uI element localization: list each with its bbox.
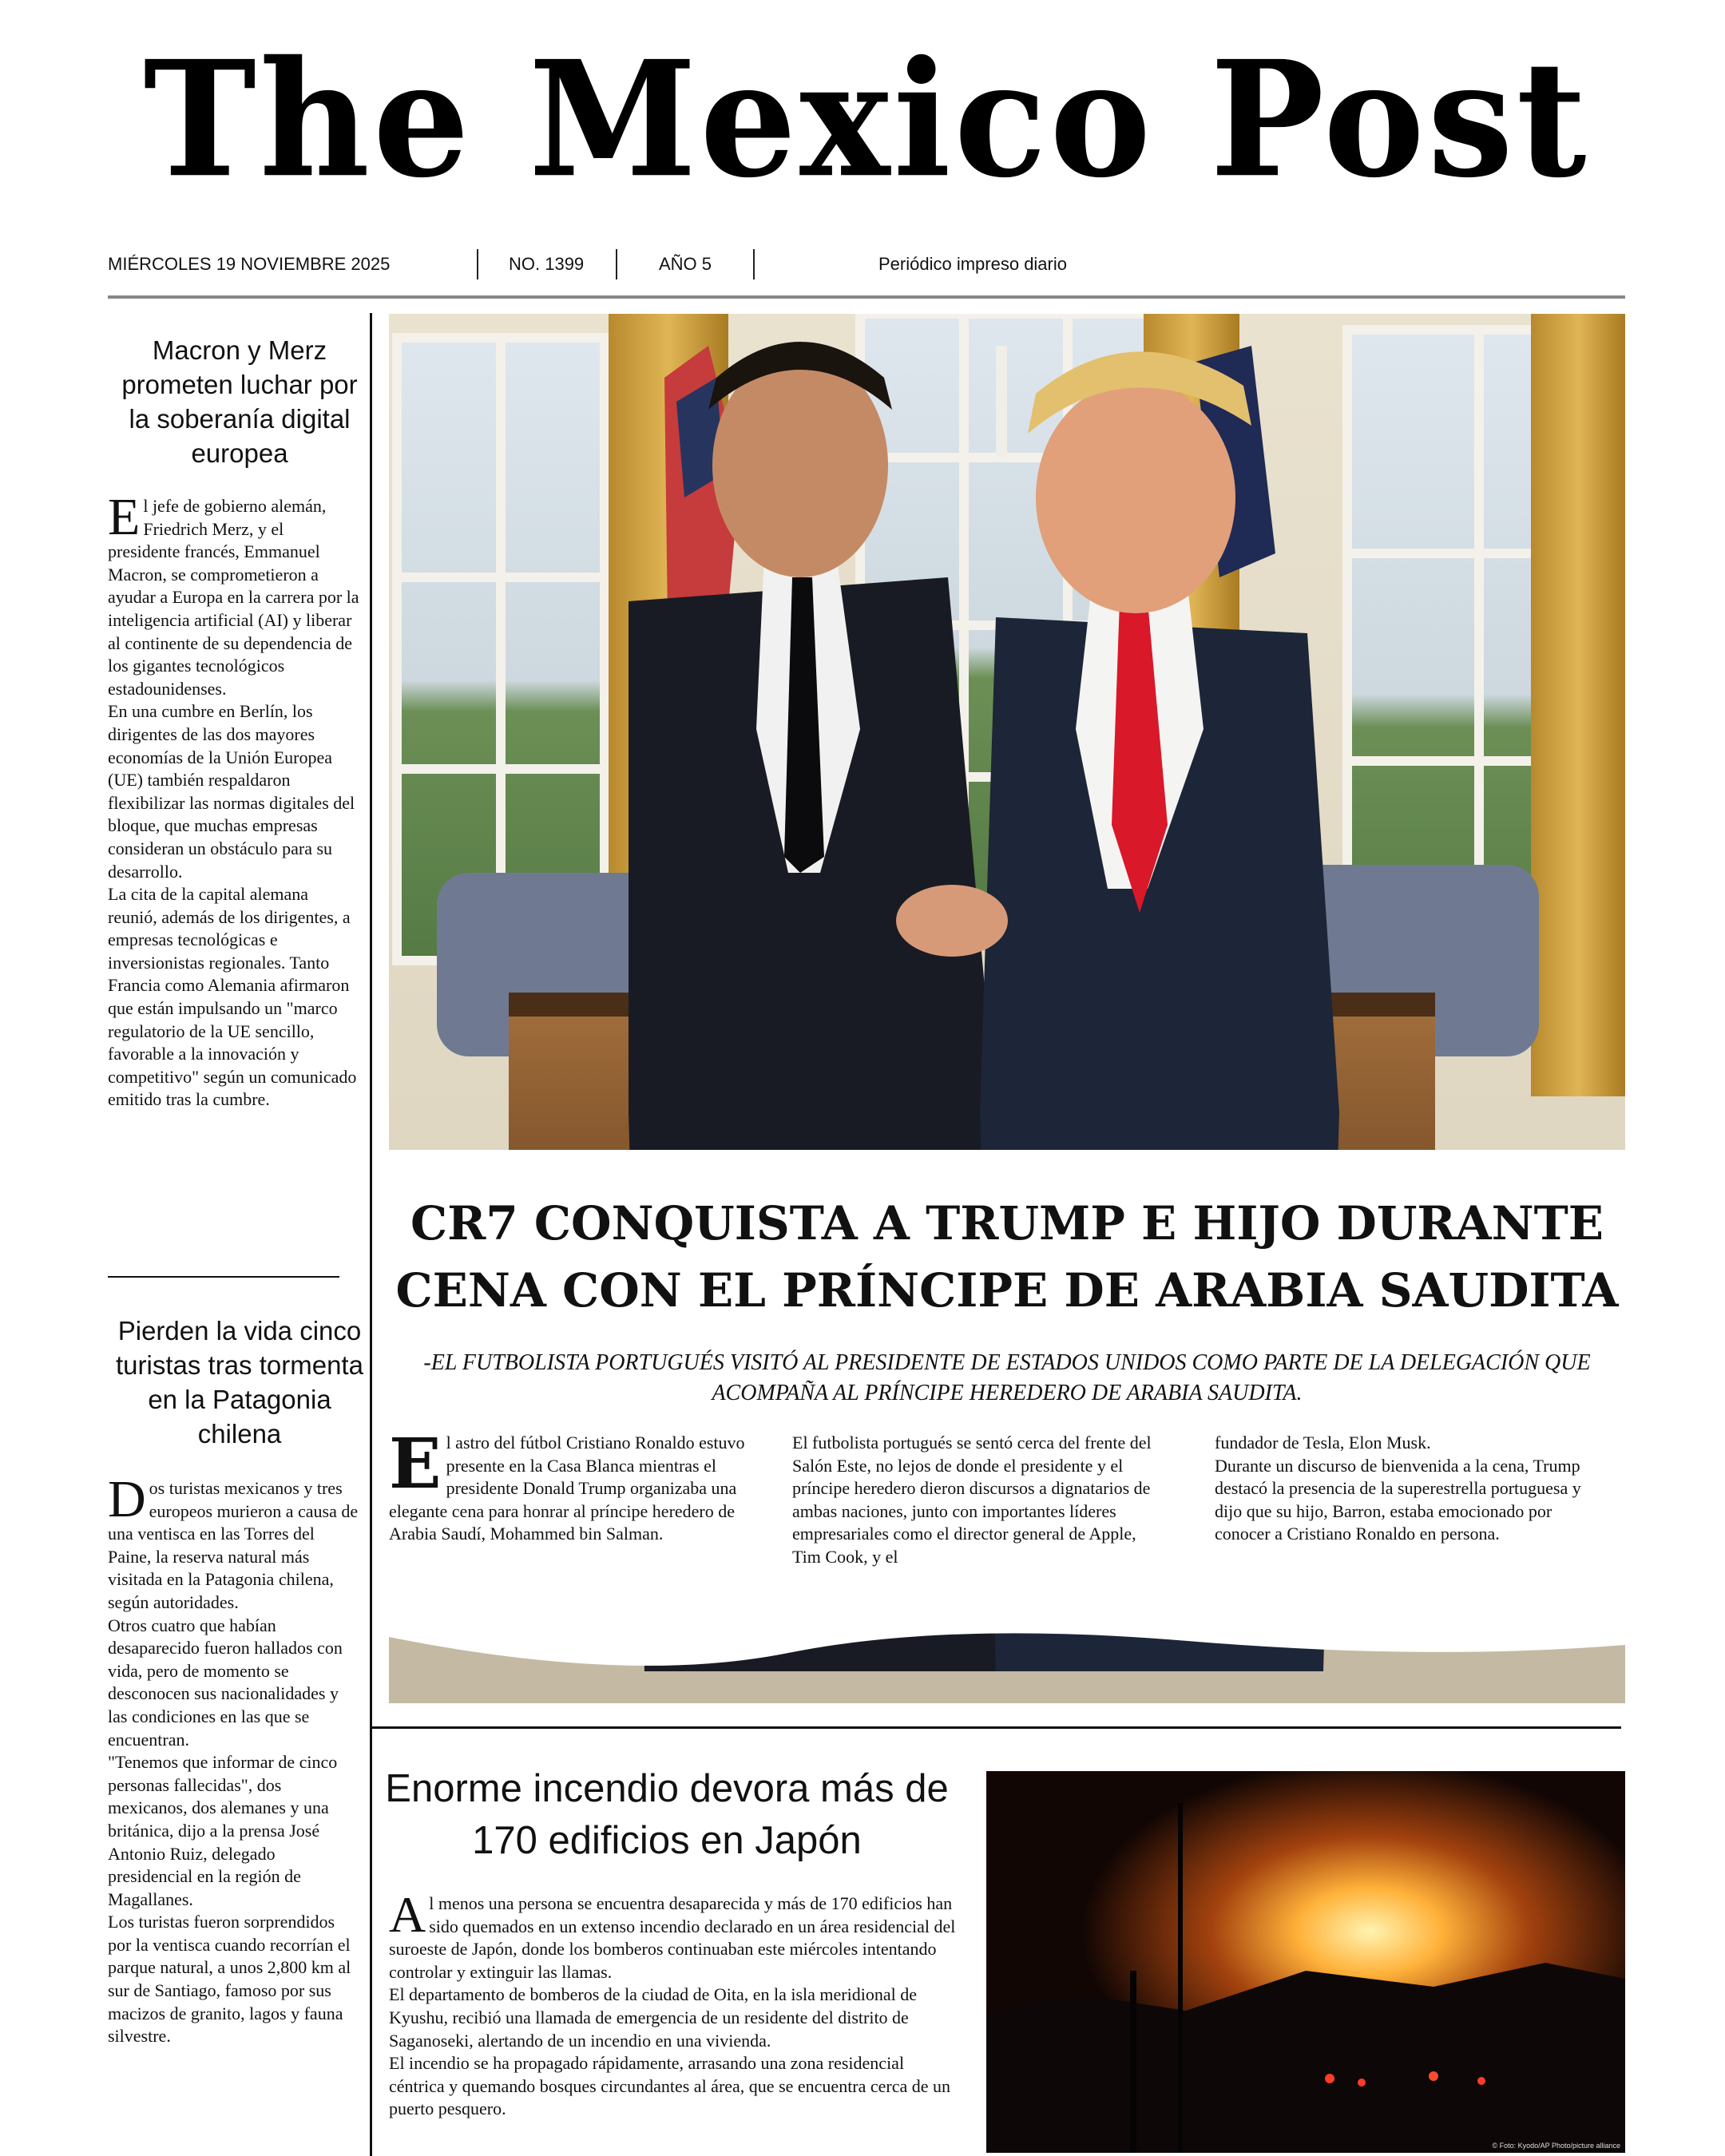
side-story-1-text: l jefe de gobierno alemán, Friedrich Merz, y el presidente francés, Emmanuel Macron, se comprometieron a ayudar a Europa en la carrera por la inteligencia artificial (AI) y liberar al continente de su dependencia de los gigantes tecnológicos estadounidenses. En una cumbre en Berlín, los dirigentes de las dos mayores economías de la Unión Europea (UE) también respaldaron flexibilizar las normas digitales del bloque, que muchas empresas consideran un obstáculo para su desarrollo. La cita de la capital alemana reunió, además de los dirigentes, a empresas tecnológicas e inversionistas regionales. Tanto Francia como Alemania afirmaron que están impulsando un "marco regulatorio de la UE sencillo, favorable a la innovación y competitivo" según un comunicado emitido tras la cumbre. — [108, 496, 359, 1110]
section-divider — [371, 1726, 1621, 1729]
fire-story-text: l menos una persona se encuentra desaparecida y más de 170 edificios han sido quemados en un extenso incendio declarado en un área residencial del suroeste de Japón, donde los bomberos continuaban este miércoles intentando controlar y extinguir las llamas. El departamento de bomberos de la ciudad de Oita, en la isla meridional de Kyushu, recibió una llamada de emergencia de un residente del distrito de Saganoseki, alertando de un incendio en una vivienda. El incendio se ha propagado rápidamente, arrasando una zona residencial céntrica y quemando bosques circundantes al área, que se encuentra cerca de un puerto pesquero. — [389, 1893, 956, 2119]
main-story-col2-text: El futbolista portugués se sentó cerca del frente del Salón Este, no lejos de donde el presidente y el príncipe heredero dieron discursos a dignatarios de ambas naciones, junto con importantes líderes empresariales como el director general de Apple, Tim Cook, y el — [792, 1433, 1152, 1567]
section-divider — [108, 1276, 339, 1278]
issue-year: AÑO 5 — [659, 254, 712, 274]
column-divider — [370, 313, 372, 2156]
masthead-rule — [108, 295, 1625, 299]
dateline — [108, 249, 1625, 281]
tagline: Periódico impreso diario — [878, 254, 1067, 274]
dateline-divider — [616, 249, 617, 279]
issue-number: NO. 1399 — [509, 254, 585, 274]
photo-credit: © Foto: Kyodo/AP Photo/picture alliance — [1492, 2142, 1620, 2150]
masthead — [104, 24, 1629, 240]
main-story-dek: -EL FUTBOLISTA PORTUGUÉS VISITÓ AL PRESIDENTE DE ESTADOS UNIDOS COMO PARTE DE LA DELEGACIÓN QUE ACOMPAÑA AL PRÍNCIPE HEREDERO DE ARABIA SAUDITA. — [423, 1350, 1591, 1405]
main-story-col1-text: l astro del fútbol Cristiano Ronaldo estuvo presente en la Casa Blanca mientras el presidente Donald Trump organizaba una elegante cena para honrar al príncipe heredero de Arabia Saudí, Mohammed bin Salman. — [389, 1433, 745, 1544]
main-story-body — [389, 1424, 1625, 1607]
fire-story-body — [389, 1886, 964, 2121]
dateline-divider — [477, 249, 478, 279]
main-story-headline: CR7 CONQUISTA A TRUMP E HIJO DURANTE CENA CON EL PRÍNCIPE DE ARABIA SAUDITA — [395, 1196, 1619, 1318]
side-story-2-headline: Pierden la vida cinco turistas tras tormenta en la Patagonia chilena — [116, 1316, 363, 1449]
fire-night-image — [986, 1771, 1625, 2153]
side-story-1-headline: Macron y Merz prometen luchar por la soberanía digital europea — [121, 335, 358, 468]
torn-paper-edge-bottom — [389, 1621, 1625, 1669]
main-story-column-3 — [1215, 1432, 1590, 1546]
fire-story-headline: Enorme incendio devora más de 170 edificios en Japón — [385, 1767, 949, 1862]
dateline-divider — [753, 249, 755, 279]
side-story-2-body — [108, 1470, 359, 2048]
drop-cap: D — [108, 1470, 146, 1528]
main-story-col3-text: fundador de Tesla, Elon Musk. Durante un discurso de bienvenida a la cena, Trump destacó la presencia de la superestrella portuguesa y dijo que su hijo, Barron, estaba emocionado por conocer a Cristiano Ronaldo en persona. — [1215, 1433, 1581, 1544]
main-story-column-2 — [792, 1432, 1168, 1569]
newspaper-title: The Mexico Post — [143, 26, 1590, 213]
left-column — [108, 313, 371, 2156]
drop-cap: E — [108, 488, 141, 546]
side-story-1-body — [108, 488, 359, 1112]
main-story-column-1 — [389, 1424, 764, 1546]
drop-cap: A — [389, 1886, 426, 1943]
issue-date: MIÉRCOLES 19 NOVIEMBRE 2025 — [108, 254, 391, 274]
drop-cap: E — [389, 1424, 442, 1504]
fire-story-photo — [986, 1771, 1625, 2153]
side-story-2-text: os turistas mexicanos y tres europeos murieron a causa de una ventisca en las Torres del Paine, la reserva natural más visitada en la Patagonia chilena, según autoridades. Otros cuatro que habían desaparecido fueron hallados con vida, pero de momento se desconocen sus nacionalidades y las condiciones en las que se encuentran. "Tenemos que informar de cinco personas fallecidas", dos mexicanos, dos alemanes y una británica, dijo a la prensa José Antonio Ruiz, delegado presidencial en la región de Magallanes. Los turistas fueron sorprendidos por la ventisca cuando recorrían el parque natural, a unos 2,800 km al sur de Santiago, famoso por sus macizos de granito, lagos y fauna silvestre. — [108, 1478, 359, 2047]
